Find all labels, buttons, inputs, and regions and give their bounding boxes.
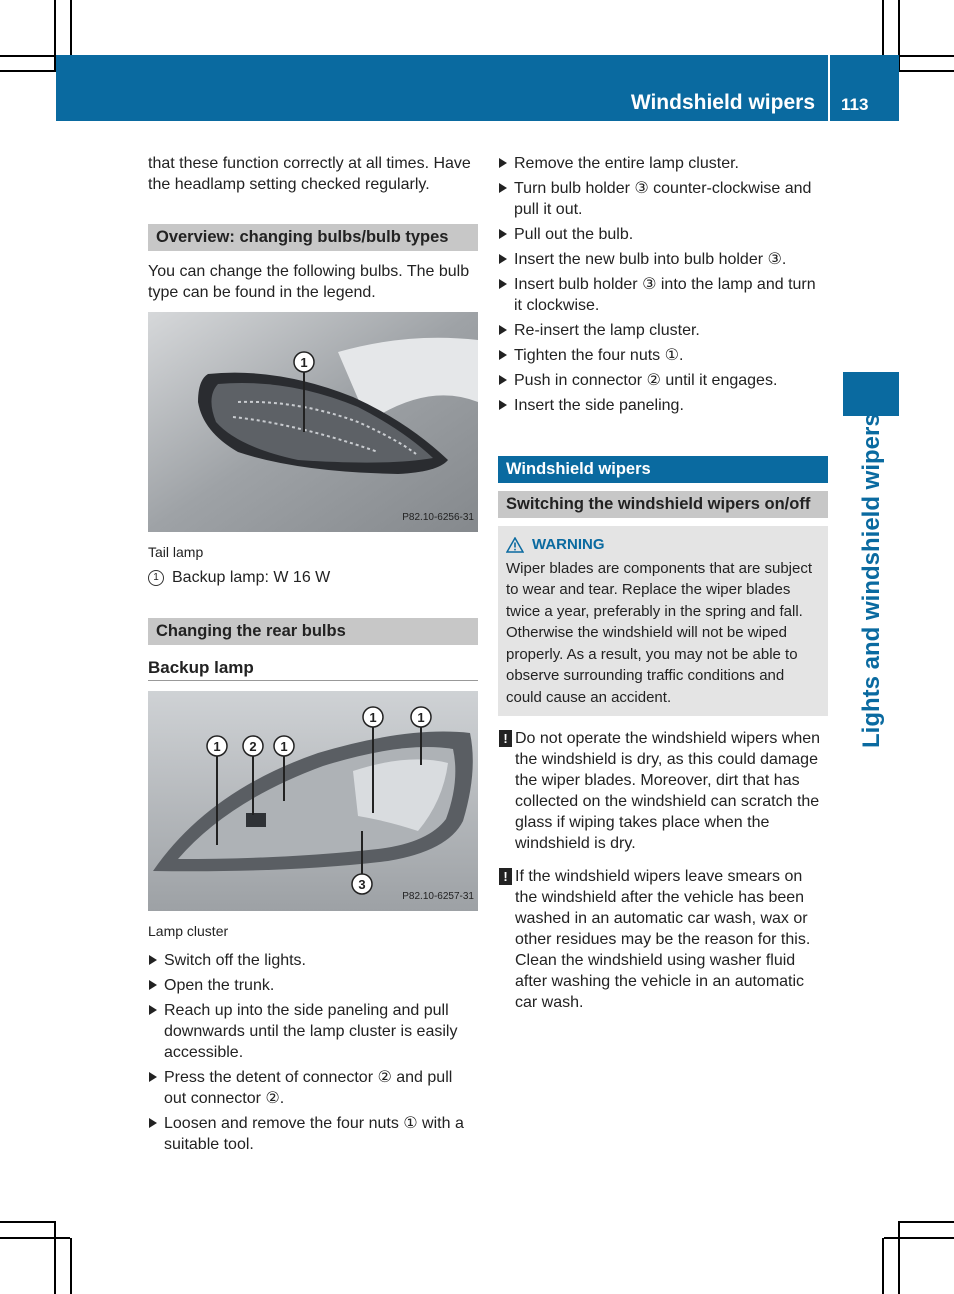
note-text: Do not operate the windshield wipers when the windshield is dry, as this could damage the wiper blades. Moreover, dirt that has collected on the windshield can scratch the glass if wiping takes place when the windshield is dry. <box>515 730 821 852</box>
step-text: Insert bulb holder ③ into the lamp and turn it clockwise. <box>514 276 816 314</box>
crop-mark <box>54 1222 56 1294</box>
bullet-arrow-icon <box>499 350 507 360</box>
section-heading-rear-bulbs: Changing the rear bulbs <box>148 618 478 645</box>
callout-1: 1 <box>300 355 308 370</box>
note-text: If the windshield wipers leave smears on the windshield after the vehicle has been washed in an automatic car wash, wax or other residues may be the reason for this. Clean the windshield using washer fluid after washing the vehicle in an automatic car wash. <box>515 868 811 1011</box>
step-text: Pull out the bulb. <box>514 226 634 243</box>
figure-caption: Tail lamp <box>148 544 204 560</box>
crop-mark <box>898 1221 954 1223</box>
step-list <box>148 950 478 1155</box>
step-text: Turn bulb holder ③ counter-clockwise and pull it out. <box>514 180 812 218</box>
list-item <box>498 370 828 391</box>
intro-text: that these function correctly at all times. Have the headlamp setting checked regularly. <box>148 155 471 193</box>
figure-caption: Lamp cluster <box>148 923 229 939</box>
callout-1: 1 <box>280 739 288 754</box>
warning-text: Wiper blades are components that are subject to wear and tear. Replace the wiper blades twice a year, preferably in the spring and fall. Otherwise the windshield will not be wiped properly. As a result, you may not be able to observe surrounding traffic conditions and could cause an accident. <box>506 559 812 706</box>
crop-mark <box>0 1221 56 1223</box>
list-item <box>148 1113 478 1155</box>
tail-lamp-illustration <box>148 312 478 532</box>
legend-text: Backup lamp: W 16 W <box>172 569 331 586</box>
note-item <box>498 866 828 1013</box>
step-text: Switch off the lights. <box>164 952 306 969</box>
step-text: Push in connector ② until it engages. <box>514 372 778 389</box>
crop-mark <box>898 55 954 57</box>
callout-1: 1 <box>417 710 425 725</box>
bullet-arrow-icon <box>499 325 507 335</box>
list-item <box>148 950 478 971</box>
list-item <box>498 249 828 270</box>
page-number: 113 <box>841 95 869 114</box>
exclamation-icon: ! <box>499 730 512 747</box>
warning-label: WARNING <box>532 536 605 553</box>
callout-1: 1 <box>369 710 377 725</box>
bullet-arrow-icon <box>499 183 507 193</box>
bullet-arrow-icon <box>149 980 157 990</box>
lamp-cluster-illustration <box>148 691 478 911</box>
step-text: Insert the side paneling. <box>514 397 684 414</box>
chapter-tab <box>843 372 899 416</box>
crop-mark <box>898 1222 900 1294</box>
callout-1: 1 <box>213 739 221 754</box>
overview-text: You can change the following bulbs. The bulb type can be found in the legend. <box>148 263 470 301</box>
list-item <box>148 1067 478 1109</box>
exclamation-icon: ! <box>499 868 512 885</box>
step-text: Reach up into the side paneling and pull downwards until the lamp cluster is easily accessible. <box>164 1002 458 1061</box>
legend-item <box>148 567 478 588</box>
figure-code: P82.10-6257-31 <box>402 891 474 902</box>
step-text: Insert the new bulb into bulb holder ③. <box>514 251 787 268</box>
step-text: Loosen and remove the four nuts ① with a suitable tool. <box>164 1115 464 1153</box>
crop-mark <box>0 55 56 57</box>
right-column <box>498 153 828 1013</box>
bullet-arrow-icon <box>149 1005 157 1015</box>
section-heading-windshield-wipers: Windshield wipers <box>498 456 828 483</box>
list-item <box>498 178 828 220</box>
bullet-arrow-icon <box>499 158 507 168</box>
step-text: Open the trunk. <box>164 977 275 994</box>
crop-mark <box>70 0 72 55</box>
list-item <box>148 1000 478 1063</box>
bullet-arrow-icon <box>149 955 157 965</box>
callout-2: 2 <box>249 739 257 754</box>
list-item <box>498 320 828 341</box>
step-text: Remove the entire lamp cluster. <box>514 155 739 172</box>
page-title: Windshield wipers <box>630 91 815 114</box>
bullet-arrow-icon <box>499 375 507 385</box>
crop-mark <box>884 1237 954 1239</box>
page-header <box>56 55 899 121</box>
list-item <box>498 224 828 245</box>
bullet-arrow-icon <box>499 400 507 410</box>
left-column <box>148 153 478 1159</box>
crop-mark <box>898 70 954 72</box>
step-text: Re-insert the lamp cluster. <box>514 322 700 339</box>
crop-mark <box>0 1237 70 1239</box>
warning-box <box>498 526 828 716</box>
list-item <box>498 345 828 366</box>
step-list <box>498 153 828 416</box>
note-item <box>498 728 828 854</box>
warning-triangle-icon <box>506 537 524 553</box>
list-item <box>498 274 828 316</box>
crop-mark <box>0 70 56 72</box>
header-divider <box>828 55 830 121</box>
section-heading-overview: Overview: changing bulbs/bulb types <box>148 224 478 251</box>
crop-mark <box>70 1238 72 1294</box>
subsection-heading-backup-lamp: Backup lamp <box>148 657 478 681</box>
list-item <box>148 975 478 996</box>
chapter-label: Lights and windshield wipers <box>858 413 885 748</box>
step-text: Tighten the four nuts ①. <box>514 347 684 364</box>
figure-code: P82.10-6256-31 <box>402 512 474 523</box>
tail-lamp-figure <box>148 312 478 532</box>
bullet-arrow-icon <box>149 1072 157 1082</box>
step-text: Press the detent of connector ② and pull out connector ②. <box>164 1069 453 1107</box>
bullet-arrow-icon <box>499 254 507 264</box>
callout-3: 3 <box>358 877 366 892</box>
crop-mark <box>882 0 884 55</box>
warning-header <box>506 534 820 556</box>
legend-number: 1 <box>148 570 164 586</box>
list-item <box>498 395 828 416</box>
subsection-heading-switching-wipers: Switching the windshield wipers on/off <box>498 491 828 518</box>
crop-mark <box>882 1238 884 1294</box>
lamp-cluster-figure <box>148 691 478 911</box>
bullet-arrow-icon <box>499 229 507 239</box>
bullet-arrow-icon <box>499 279 507 289</box>
list-item <box>498 153 828 174</box>
bullet-arrow-icon <box>149 1118 157 1128</box>
